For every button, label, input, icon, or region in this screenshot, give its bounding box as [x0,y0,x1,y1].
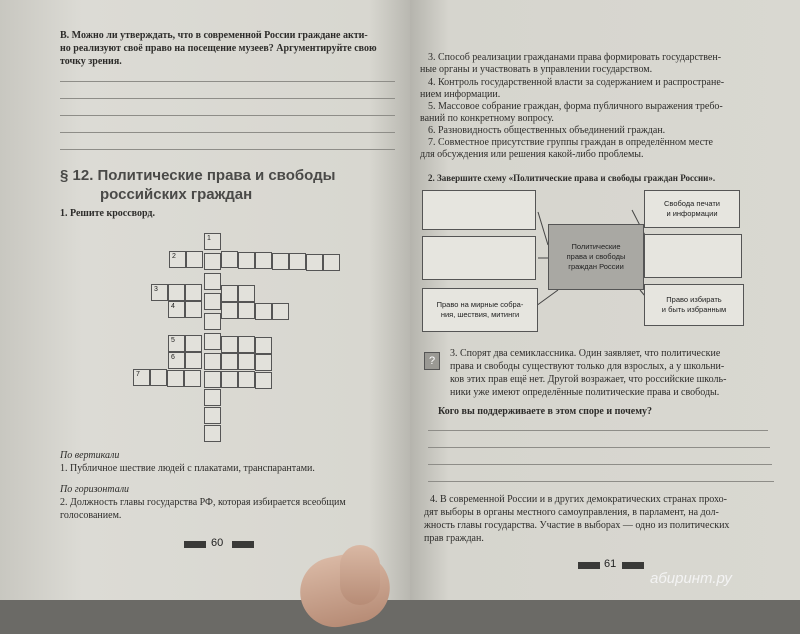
crossword-cell[interactable] [238,371,255,388]
clue-line: 6. Разновидность общественных объединений граждан. [428,125,666,136]
page-number-bar [232,541,254,548]
crossword-cell[interactable] [204,293,221,310]
crossword-cell[interactable] [185,301,202,318]
answer-line[interactable] [428,447,770,448]
crossword-cell[interactable] [168,284,185,301]
task-b-line3: точку зрения. [60,56,122,67]
page-number: 60 [211,537,224,549]
crossword-cell[interactable] [204,389,221,406]
crossword-number: 3 [154,286,158,293]
crossword-cell[interactable] [255,303,272,320]
crossword-cell[interactable] [204,407,221,424]
answer-line[interactable] [428,430,768,431]
thumb-tip [340,545,380,605]
task1-text: 1. Решите кроссворд. [60,208,155,219]
clue-line: нием информации. [420,89,501,100]
scheme-box-text: Право избирать [666,295,722,304]
task3-line3: ков этих прав ещё нет. Другой возражает, что российские школь- [450,374,727,385]
page-number-bar [184,541,206,548]
vertical-clue-1: 1. Публичное шествие людей с плакатами, транспарантами. [60,463,315,474]
clue-line: 3. Способ реализации гражданами права формировать государствен- [428,52,722,63]
answer-line[interactable] [428,481,774,482]
scheme-box-text: Свобода печати [664,199,720,208]
crossword-cell[interactable] [185,284,202,301]
page-number-bar [578,562,600,569]
clue-line: 7. Совместное присутствие группы граждан в определённом месте [428,137,713,148]
answer-line[interactable] [60,81,395,82]
answer-line[interactable] [60,132,395,133]
crossword-cell[interactable] [238,353,255,370]
crossword-cell[interactable] [167,370,184,387]
scheme-empty-box[interactable] [644,234,742,278]
scheme-center-text: граждан России [568,262,624,271]
task-b-line1: В. Можно ли утверждать, что в современной России граждане акти- [60,30,368,41]
crossword-cell[interactable] [204,371,221,388]
task3-line1: 3. Спорят два семиклассника. Один заявляет, что политические [450,348,721,359]
crossword-cell[interactable] [150,369,167,386]
clue-line: ные органы и участвовать в управлении государством. [420,64,653,75]
scheme-center-text: права и свободы [566,252,626,261]
watermark: абиринт.ру [650,570,732,587]
clue-line: 5. Массовое собрание граждан, форма публичного выражения требо- [428,101,723,112]
crossword-cell[interactable] [204,353,221,370]
section-heading-line1: § 12. Политические права и свободы [60,167,336,184]
crossword-cell[interactable] [185,335,202,352]
crossword-cell[interactable] [204,313,221,330]
crossword-number: 4 [171,303,175,310]
crossword-cell[interactable] [238,252,255,269]
question-mark-icon: ? [424,352,440,370]
scheme-empty-box[interactable] [422,236,536,280]
right-page [410,0,800,600]
crossword-cell[interactable] [221,251,238,268]
crossword-cell[interactable] [221,371,238,388]
crossword-cell[interactable] [221,336,238,353]
scheme-empty-box[interactable] [422,190,536,230]
section-heading-line2: российских граждан [100,186,253,203]
crossword-cell[interactable] [272,253,289,270]
page-number: 61 [604,558,617,570]
crossword-cell[interactable] [238,285,255,302]
task2-text: 2. Завершите схему «Политические права и свободы граждан России». [428,173,716,183]
task4-line2: дят выборы в органы местного самоуправления, в парламент, на дол- [424,507,719,518]
crossword-cell[interactable] [204,273,221,290]
task4-line3: жность главы государства. Участие в выборах — одно из политических [424,520,730,531]
crossword-cell[interactable] [272,303,289,320]
answer-line[interactable] [60,149,395,150]
crossword-cell[interactable] [185,352,202,369]
crossword-number: 2 [172,253,176,260]
crossword-cell[interactable] [204,333,221,350]
horizontal-title: По горизонтали [60,484,130,495]
scheme-box-text: ния, шествия, митинги [440,310,520,319]
crossword-cell[interactable] [221,302,238,319]
scheme-box-press [644,190,740,228]
answer-line[interactable] [428,464,772,465]
crossword-cell[interactable] [238,336,255,353]
crossword-cell[interactable] [255,354,272,371]
task3-line2: права и свободы существуют только для взрослых, а у школьни- [450,361,725,372]
crossword-cell[interactable] [323,254,340,271]
scheme-box-elect [644,284,744,326]
clue-line: ваний по конкретному вопросу. [420,113,554,124]
crossword-cell[interactable] [306,254,323,271]
horizontal-clue-2-line2: голосованием. [60,510,122,521]
crossword-cell[interactable] [184,370,201,387]
scheme-box-assembly [422,288,538,332]
task3-question: Кого вы поддерживаете в этом споре и почему? [438,406,653,417]
left-page [0,0,410,600]
answer-line[interactable] [60,98,395,99]
scheme-box-text: и быть избранным [661,305,727,314]
task-b-line2: но реализуют своё право на посещение музеев? Аргументируйте свою [60,43,377,54]
crossword-number: 1 [207,235,211,242]
crossword-cell[interactable] [204,425,221,442]
scheme-center-text: Политические [571,242,621,251]
scheme-center-box [548,224,644,290]
crossword-cell[interactable] [255,337,272,354]
crossword-number: 6 [171,354,175,361]
crossword-number: 7 [136,371,140,378]
page-number-bar [622,562,644,569]
crossword-cell[interactable] [204,253,221,270]
crossword-cell[interactable] [289,253,306,270]
crossword-cell[interactable] [186,251,203,268]
scheme-box-text: и информации [666,209,718,218]
horizontal-clue-2-line1: 2. Должность главы государства РФ, которая избирается всеобщим [60,497,346,508]
crossword-cell[interactable] [238,302,255,319]
vertical-title: По вертикали [60,450,120,461]
crossword-cell[interactable] [221,353,238,370]
task3-line4: ники уже имеют определённые политические права и свободы. [450,387,720,398]
crossword-cell[interactable] [255,372,272,389]
answer-line[interactable] [60,115,395,116]
crossword-cell[interactable] [255,252,272,269]
scheme-box-text: Право на мирные собра- [436,300,524,309]
clue-line: для обсуждения или решения какой-либо проблемы. [420,149,644,160]
crossword-number: 5 [171,337,175,344]
clue-line: 4. Контроль государственной власти за содержанием и распростране- [428,77,725,88]
task4-line4: прав граждан. [424,533,484,544]
crossword-cell[interactable] [221,285,238,302]
task4-line1: 4. В современной России и в других демократических странах прохо- [430,494,727,505]
